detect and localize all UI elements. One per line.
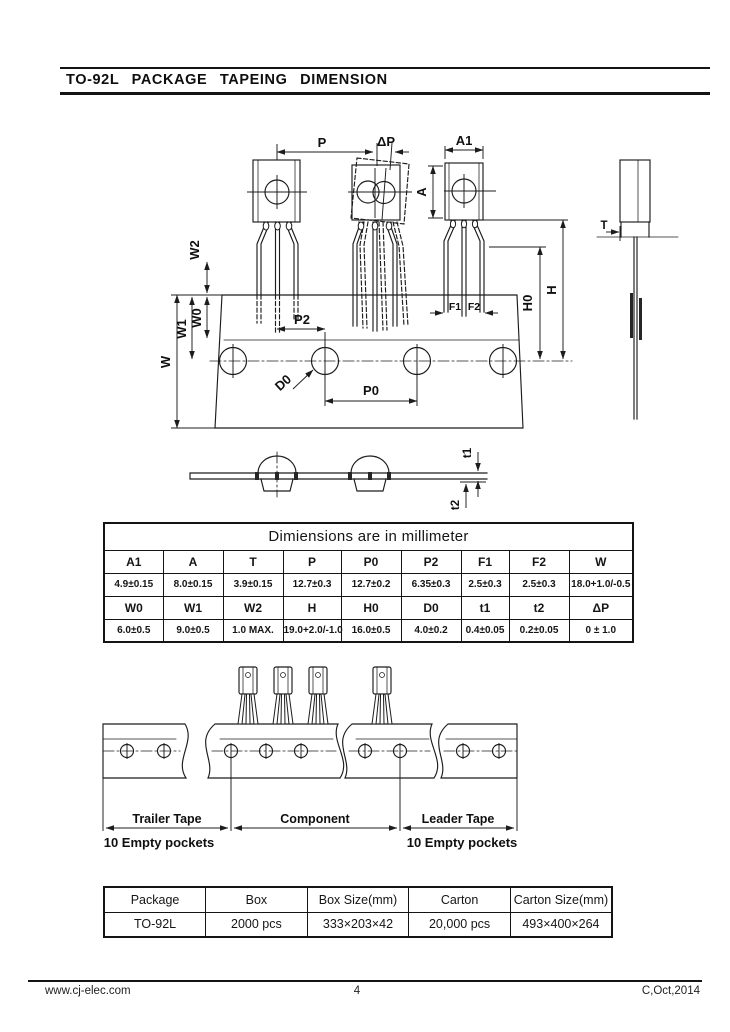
tape-edge-view bbox=[190, 447, 487, 510]
package-front-view-3 bbox=[444, 163, 496, 316]
dimensions-table-title-row bbox=[104, 523, 633, 550]
table-cell: P0 bbox=[341, 550, 401, 573]
footer-date: C,Oct,2014 bbox=[641, 985, 700, 997]
dimension-h-h0 bbox=[483, 220, 568, 359]
table-cell: 18.0+1.0/-0.5 bbox=[569, 573, 633, 596]
tape-segment-component-2 bbox=[343, 724, 438, 778]
header-bottom-rule bbox=[60, 92, 710, 95]
table-cell: 493×400×264 bbox=[510, 912, 612, 937]
table-cell: ΔP bbox=[569, 596, 633, 619]
table-cell: T bbox=[223, 550, 283, 573]
dim-label-delta-p: ΔP bbox=[376, 134, 396, 149]
taped-component bbox=[238, 667, 258, 724]
table-row bbox=[104, 596, 633, 619]
dim-label-d0: D0 bbox=[271, 371, 295, 394]
table-cell: 6.0±0.5 bbox=[104, 619, 163, 642]
carrier-tape-front-view bbox=[210, 295, 572, 428]
table-cell: 0 ± 1.0 bbox=[569, 619, 633, 642]
dim-label-p: P bbox=[317, 135, 327, 150]
header-top-rule bbox=[60, 67, 710, 69]
table-cell: Package bbox=[104, 887, 206, 912]
table-cell: 8.0±0.15 bbox=[163, 573, 223, 596]
table-row bbox=[104, 912, 612, 937]
table-cell: F2 bbox=[509, 550, 569, 573]
component-label: Component bbox=[280, 812, 350, 826]
table-cell: Carton Size(mm) bbox=[510, 887, 612, 912]
table-cell: Carton bbox=[409, 887, 511, 912]
table-cell: W0 bbox=[104, 596, 163, 619]
packing-table bbox=[103, 886, 613, 938]
table-cell: 20,000 pcs bbox=[409, 912, 511, 937]
tape-segment-trailer bbox=[103, 724, 188, 778]
dimension-w-family bbox=[158, 240, 222, 428]
tape-pocket-diagram bbox=[95, 650, 535, 855]
leader-empty-pockets-note: 10 Empty pockets bbox=[406, 835, 518, 850]
table-cell: 4.0±0.2 bbox=[401, 619, 461, 642]
dimensions-table-title: Dimiensions are in millimeter bbox=[104, 523, 633, 550]
table-cell: 0.4±0.05 bbox=[461, 619, 509, 642]
table-cell: 3.9±0.15 bbox=[223, 573, 283, 596]
dim-label-t2: t2 bbox=[450, 499, 462, 511]
table-cell: 333×203×42 bbox=[307, 912, 409, 937]
table-cell: TO-92L bbox=[104, 912, 206, 937]
dim-label-p0: P0 bbox=[363, 383, 379, 398]
table-row bbox=[104, 619, 633, 642]
trailer-empty-pockets-note: 10 Empty pockets bbox=[103, 835, 215, 850]
table-cell: 2.5±0.3 bbox=[461, 573, 509, 596]
dim-label-t: T bbox=[600, 220, 608, 232]
dim-label-h0: H0 bbox=[520, 294, 535, 312]
table-cell: 19.0+2.0/-1.0 bbox=[283, 619, 341, 642]
table-cell: 1.0 MAX. bbox=[223, 619, 283, 642]
table-cell: 9.0±0.5 bbox=[163, 619, 223, 642]
table-row bbox=[104, 550, 633, 573]
table-cell: 2000 pcs bbox=[206, 912, 308, 937]
tape-dimension-drawing bbox=[150, 115, 705, 520]
table-cell: D0 bbox=[401, 596, 461, 619]
table-cell: 16.0±0.5 bbox=[341, 619, 401, 642]
package-front-view-2-tilted bbox=[348, 158, 412, 331]
taped-component bbox=[273, 667, 293, 724]
dim-label-a1: A1 bbox=[455, 133, 473, 148]
table-cell: F1 bbox=[461, 550, 509, 573]
taped-components bbox=[238, 667, 392, 724]
table-cell: W2 bbox=[223, 596, 283, 619]
package-side-view bbox=[597, 160, 678, 419]
dimensions-table bbox=[103, 522, 634, 643]
table-row bbox=[104, 573, 633, 596]
footer-website: www.cj-elec.com bbox=[45, 985, 131, 997]
dimension-p2-d0-p0 bbox=[272, 312, 417, 406]
footer-rule bbox=[28, 980, 702, 982]
dim-label-f2: F2 bbox=[467, 301, 481, 313]
table-cell: P2 bbox=[401, 550, 461, 573]
table-cell: 2.5±0.3 bbox=[509, 573, 569, 596]
table-cell: Box Size(mm) bbox=[307, 887, 409, 912]
dim-label-w2: W2 bbox=[187, 240, 202, 260]
table-cell: H bbox=[283, 596, 341, 619]
dim-label-h: H bbox=[544, 285, 559, 295]
dimension-a1-a bbox=[414, 133, 483, 218]
table-cell: A bbox=[163, 550, 223, 573]
table-cell: 4.9±0.15 bbox=[104, 573, 163, 596]
table-cell: t2 bbox=[509, 596, 569, 619]
page-title: TO-92L PACKAGE TAPEING DIMENSION bbox=[66, 72, 388, 88]
table-cell: W1 bbox=[163, 596, 223, 619]
table-cell: W bbox=[569, 550, 633, 573]
tape-segment-component-1 bbox=[206, 724, 344, 778]
dimension-f1-f2 bbox=[430, 301, 498, 313]
taped-component bbox=[308, 667, 328, 724]
dim-label-w0: W0 bbox=[189, 308, 204, 328]
package-front-view-1 bbox=[247, 160, 307, 333]
table-cell: P bbox=[283, 550, 341, 573]
trailer-tape-label: Trailer Tape bbox=[132, 812, 202, 826]
tape-section-labels bbox=[103, 758, 517, 850]
table-row bbox=[104, 887, 612, 912]
table-cell: A1 bbox=[104, 550, 163, 573]
table-cell: t1 bbox=[461, 596, 509, 619]
table-cell: 0.2±0.05 bbox=[509, 619, 569, 642]
footer-page-number: 4 bbox=[353, 985, 361, 997]
table-cell: 12.7±0.3 bbox=[283, 573, 341, 596]
dim-label-t1: t1 bbox=[462, 447, 474, 459]
dim-label-w1: W1 bbox=[174, 319, 189, 339]
taped-component bbox=[372, 667, 392, 724]
dim-label-f1: F1 bbox=[448, 301, 462, 313]
dim-label-w: W bbox=[158, 355, 173, 369]
table-cell: 6.35±0.3 bbox=[401, 573, 461, 596]
table-cell: Box bbox=[206, 887, 308, 912]
table-cell: 12.7±0.2 bbox=[341, 573, 401, 596]
tape-segment-leader bbox=[439, 724, 517, 778]
leader-tape-label: Leader Tape bbox=[421, 812, 495, 826]
dim-label-p2: P2 bbox=[294, 312, 310, 327]
table-cell: H0 bbox=[341, 596, 401, 619]
dim-label-a: A bbox=[414, 187, 429, 197]
